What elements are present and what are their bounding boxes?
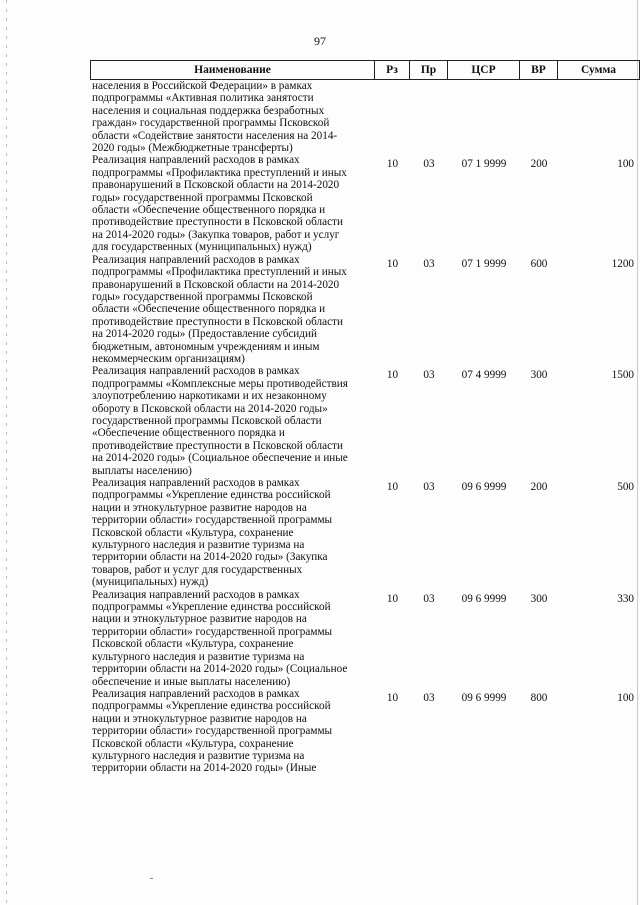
row-name: Реализация направлений расходов в рамках подпрограммы «Укрепление единства российской нации и этнокультурное развитие народов на территории области» государственной программы Псковской области «Культура, сохранение культурного наследия и развитие туризма на территории области на 2014-2020 годы» (Социальное обеспечение и иные выплаты населению) [92,588,348,688]
row-vr: 200 [530,481,548,493]
table-row [90,365,640,477]
row-rz: 10 [386,257,399,270]
table-row [90,154,640,253]
row-sum: 500 [617,481,634,493]
budget-table [90,60,640,775]
header-pr: Пр [410,61,448,79]
page-number: 97 [314,34,326,48]
header-csr: ЦСР [448,61,520,79]
row-sum: 1500 [611,369,634,382]
row-vr [520,80,558,154]
header-rz: Рз [375,61,410,79]
row-vr: 300 [530,369,548,382]
row-csr: 07 4 9999 [461,369,507,382]
row-rz: 10 [386,369,399,382]
table-row [90,688,640,775]
row-pr [410,80,448,154]
row-sum: 330 [617,592,634,605]
row-csr: 09 6 9999 [461,481,507,493]
row-name: Реализация направлений расходов в рамках подпрограммы «Укрепление единства российской нации и этнокультурное развитие народов на территории области» государственной программы Псковской области «Культура, сохранение культурного наследия и развитие туризма на территории области на 2014-2020 годы» (Иные [92,687,333,775]
header-sum: Сумма [558,61,640,79]
scan-speck [150,878,153,879]
table-row [90,80,640,154]
header-name: Наименование [90,61,375,79]
table-row [90,254,640,366]
row-rz [375,80,410,154]
scan-edge-left [6,0,7,905]
row-sum: 100 [617,691,634,704]
row-rz: 10 [386,592,399,605]
table-row [90,477,640,589]
row-name: Реализация направлений расходов в рамках подпрограммы «Профилактика преступлений и иных правонарушений в Псковской области на 2014-2020 годы» государственной программы Псковской области «Обеспечение общественного порядка и противодействие преступности в Псковской области на 2014-2020 годы» (Предоставление субсидий бюджетным, автономным учреждениям и иным некоммерческим организациям) [92,253,347,365]
row-csr: 09 6 9999 [461,691,507,704]
row-rz: 10 [386,691,399,704]
row-vr: 200 [530,158,548,171]
row-name: Реализация направлений расходов в рамках подпрограммы «Комплексные меры противодействия злоупотреблению наркотиками и их незаконному обороту в Псковской области на 2014-2020 годы» государственной программы Псковской области «Обеспечение общественного порядка и противодействие преступности в Псковской области на 2014-2020 годы» (Социальное обеспечение и иные выплаты населению) [92,365,348,477]
row-pr: 03 [423,691,435,704]
row-pr: 03 [423,592,435,605]
row-vr: 300 [530,592,548,605]
row-vr: 600 [530,257,548,270]
row-csr: 07 1 9999 [461,257,507,270]
row-name: Реализация направлений расходов в рамках подпрограммы «Укрепление единства российской нации и этнокультурное развитие народов на территории области» государственной программы Псковской области «Культура, сохранение культурного наследия и развитие туризма на территории области на 2014-2020 годы» (Закупка товаров, работ и услуг для государственных (муниципальных) нужд) [92,477,333,589]
row-sum: 100 [617,158,634,171]
row-rz: 10 [386,481,399,493]
row-name: населения в Российской Федерации» в рамках подпрограммы «Активная политика занятости населения и социальная поддержка безработных граждан» государственной программы Псковской области «Содействие занятости населения на 2014- 2020 годы» (Межбюджетные трансферты) [92,80,338,155]
row-pr: 03 [423,257,435,270]
row-sum: 1200 [611,257,634,270]
row-pr: 03 [423,481,435,493]
row-csr [448,80,520,154]
table-row [90,589,640,688]
row-csr: 07 1 9999 [461,158,507,171]
header-vr: ВР [520,61,558,79]
row-pr: 03 [423,158,435,171]
row-csr: 09 6 9999 [461,592,507,605]
row-pr: 03 [423,369,435,382]
table-header [90,60,640,80]
row-sum [558,80,640,154]
row-rz: 10 [386,158,399,171]
row-vr: 800 [530,691,548,704]
row-name: Реализация направлений расходов в рамках подпрограммы «Профилактика преступлений и иных правонарушений в Псковской области на 2014-2020 годы» государственной программы Псковской области «Обеспечение общественного порядка и противодействие преступности в Псковской области на 2014-2020 годы» (Закупка товаров, работ и услуг для государственных (муниципальных) нужд) [92,154,347,254]
